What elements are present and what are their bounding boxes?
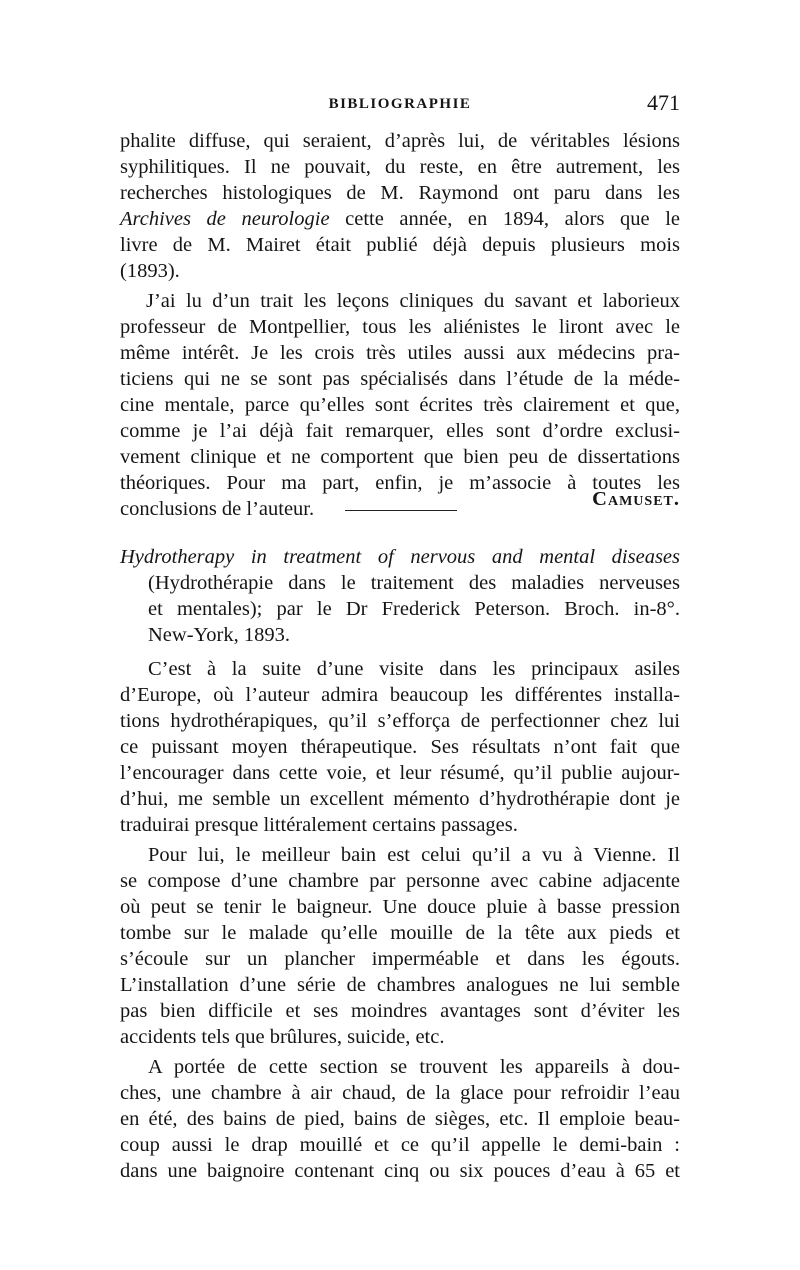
text-line: C’est à la suite d’une visite dans les principaux asiles: [148, 658, 680, 680]
text-line: ticiens qui ne se sont pas spécialisés dans l’étude de la méde-: [120, 368, 680, 390]
text-line: cine mentale, parce qu’elles sont écrites très clairement et que,: [120, 394, 680, 416]
text-line: ce puissant moyen thérapeutique. Ses résultats n’ont fait que: [120, 736, 680, 758]
text-line: traduirai presque littéralement certains passages.: [120, 814, 518, 836]
text-line: (1893).: [120, 260, 180, 282]
text-line: l’encourager dans cette voie, et leur résumé, qu’il publie aujour-: [120, 762, 680, 784]
text-line: tions hydrothérapiques, qu’il s’efforça de perfectionner chez lui: [120, 710, 680, 732]
review-citation-line: (Hydrothérapie dans le traitement des maladies nerveuses: [148, 572, 680, 594]
text-line: d’Europe, où l’auteur admira beaucoup les différentes installa-: [120, 684, 680, 706]
text-line: s’écoule sur un plancher imperméable et dans les égouts.: [120, 948, 680, 970]
text-line: se compose d’une chambre par personne avec cabine adjacente: [120, 870, 680, 892]
text-line: vement clinique et ne comportent que bien peu de dissertations: [120, 446, 680, 468]
text-line: en été, des bains de pied, bains de sièges, etc. Il emploie beau-: [120, 1108, 680, 1130]
text-line: tombe sur le malade qu’elle mouille de la tête aux pieds et: [120, 922, 680, 944]
text-line: livre de M. Mairet était publié déjà depuis plusieurs mois: [120, 234, 680, 256]
text-line: même intérêt. Je les crois très utiles aussi aux médecins pra-: [120, 342, 680, 364]
text-line: L’installation d’une série de chambres analogues ne lui semble: [120, 974, 680, 996]
text-line: Pour lui, le meilleur bain est celui qu’il a vu à Vienne. Il: [148, 844, 680, 866]
text-line: coup aussi le drap mouillé et ce qu’il appelle le demi-bain :: [120, 1134, 680, 1156]
text-line: A portée de cette section se trouvent les appareils à dou-: [148, 1056, 680, 1078]
section-divider: [345, 510, 457, 511]
text-line: syphilitiques. Il ne pouvait, du reste, en être autrement, les: [120, 156, 680, 178]
text-line: d’hui, me semble un excellent mémento d’hydrothérapie dont je: [120, 788, 680, 810]
journal-title: Archives de neurologie: [120, 208, 330, 230]
review-citation-line: et mentales); par le Dr Frederick Peterson. Broch. in-8°.: [148, 598, 680, 620]
text-line: dans une baignoire contenant cinq ou six pouces d’eau à 65 et: [120, 1160, 680, 1182]
text-line: accidents tels que brûlures, suicide, etc.: [120, 1026, 445, 1048]
text-line: théoriques. Pour ma part, enfin, je m’associe à toutes les: [120, 472, 680, 494]
review-citation-line: New-York, 1893.: [148, 624, 290, 646]
text-line: phalite diffuse, qui seraient, d’après lui, de véritables lésions: [120, 130, 680, 152]
text-line: où peut se tenir le baigneur. Une douce pluie à basse pression: [120, 896, 680, 918]
text-line: recherches histologiques de M. Raymond ont paru dans les: [120, 182, 680, 204]
text-line: professeur de Montpellier, tous les aliénistes le liront avec le: [120, 316, 680, 338]
running-header: BIBLIOGRAPHIE: [328, 96, 472, 112]
text-span: cette année, en 1894, alors que le: [329, 208, 680, 230]
author-signature: Camuset.: [592, 488, 680, 510]
text-line: pas bien difficile et ses moindres avantages sont d’éviter les: [120, 1000, 680, 1022]
review-title: Hydrotherapy in treatment of nervous and mental diseases: [120, 546, 680, 568]
page-number: 471: [647, 90, 680, 115]
text-line: conclusions de l’auteur.: [120, 498, 315, 520]
text-line: comme je l’ai déjà fait remarquer, elles sont d’ordre exclusi-: [120, 420, 680, 442]
text-line: ches, une chambre à air chaud, de la glace pour refroidir l’eau: [120, 1082, 680, 1104]
text-line: [120, 206, 680, 232]
text-line: J’ai lu d’un trait les leçons cliniques du savant et laborieux: [146, 290, 680, 312]
